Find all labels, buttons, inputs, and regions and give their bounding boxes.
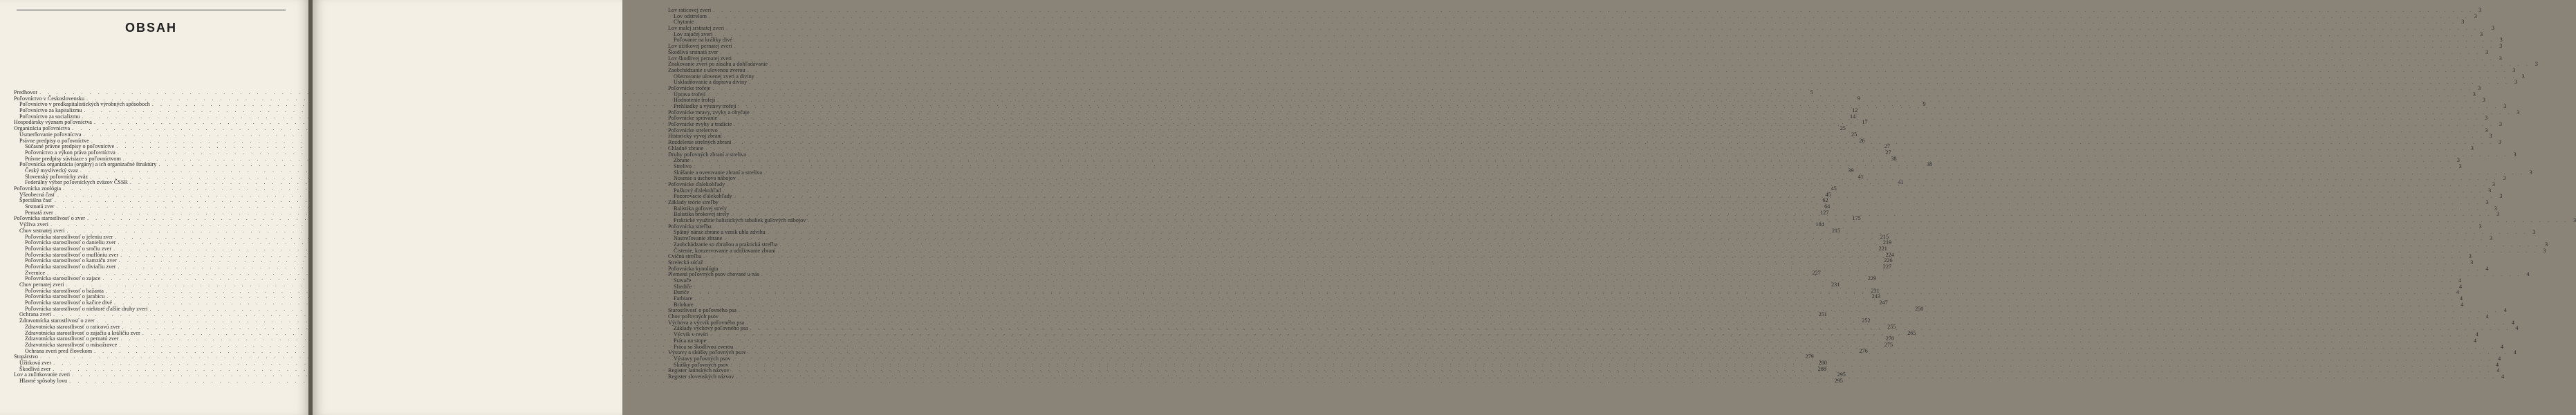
toc-entry-page: 3 (2503, 103, 2507, 109)
toc-entry-page: 3 (2456, 157, 2460, 164)
toc-entry-page: 275 (1884, 341, 1893, 348)
toc-entry-title: Organizácia poľovníctva (14, 125, 71, 132)
toc-entry-page: 3 (2512, 66, 2516, 73)
toc-entry-page: 41 (1857, 173, 1864, 180)
toc-entry-page: 3 (2496, 211, 2500, 218)
toc-entry-title: Poľovnícka starostlivosť o zver (14, 215, 86, 222)
toc-entry-page: 3 (2478, 223, 2482, 230)
toc-entry-title: Zbrane (674, 157, 690, 164)
toc-entry-title: Poľovnícka starostlivosť o kačice divé (25, 299, 112, 306)
toc-entry-page: 3 (2529, 169, 2532, 176)
toc-entry-page: 252 (1862, 317, 1871, 324)
toc-entry-page: 295 (1834, 378, 1843, 384)
toc-entry-title: Praktické využitie balistických tabuliek guľových nábojov (674, 217, 806, 224)
toc-entry (14, 378, 1843, 385)
toc-entry-title: Hlavné spôsoby lovu (19, 378, 68, 384)
toc-entry-page: 184 (1815, 221, 1824, 228)
toc-entry-page: 27 (1884, 143, 1891, 150)
toc-entry-page: 3 (2545, 241, 2548, 248)
toc-entry-page: 64 (1824, 203, 1831, 210)
toc-entry-title: Poľovnícka starostlivosť o danieliu zver (25, 239, 116, 246)
toc-entry-page: 3 (2494, 205, 2497, 212)
toc-entry-title: Slovenský poľovnícky zväz (25, 173, 89, 180)
toc-entry-title: Český myslivecký svaz (25, 167, 78, 174)
toc-entry-page: 4 (2501, 373, 2505, 380)
toc-entry-page: 4 (2473, 337, 2477, 344)
toc-entry-page: 4 (2515, 325, 2519, 332)
toc-entry-title: Lov škodlivej pernatej zveri (668, 55, 732, 62)
page-title: OBSAH (124, 21, 177, 35)
toc-entry-page: 3 (2474, 12, 2477, 19)
toc-entry-title: Všeobecná časť (19, 191, 55, 198)
toc-entry-page: 25 (1840, 125, 1846, 132)
toc-entry-page: 279 (1805, 353, 1814, 360)
toc-entry-page: 3 (2543, 247, 2546, 254)
toc-entry-title: Zdravotnícka starostlivosť o pernatú zver (25, 335, 119, 342)
toc-entry-page: 3 (2490, 235, 2493, 242)
toc-entry-page: 4 (2503, 307, 2507, 314)
toc-entry-title: Strelivo (674, 163, 692, 169)
toc-entry-page: 27 (1885, 149, 1891, 156)
toc-entry-title: Hospodársky význam poľovníctva (14, 119, 92, 126)
toc-entry-page: 219 (1882, 239, 1892, 246)
toc-entry-page: 3 (2482, 97, 2485, 104)
toc-entry-title: Zdravotnícka starostlivosť o zajačiu a králičiu zver (25, 329, 140, 336)
toc-entry-page: 4 (2496, 367, 2500, 374)
toc-entry-title: Lov úžitkovej pernatej zveri (668, 43, 732, 50)
toc-entry-title: Súčasné právne predpisy o poľovníctve (25, 143, 115, 150)
toc-entry-page: 4 (2500, 343, 2503, 350)
toc-entry-page: 3 (2514, 79, 2517, 86)
toc-entry-page: 3 (2480, 30, 2483, 37)
toc-entry-page: 227 (1882, 263, 1892, 270)
toc-entry-title: Starostlivosť o poľovného psa (668, 307, 736, 314)
toc-entry-page: 62 (1822, 197, 1828, 204)
toc-entry-title: Lov malej srstnatej zveri (668, 25, 725, 32)
toc-entry-title: Poľovníctvo za socializmu (19, 113, 80, 120)
toc-entry-page: 3 (2499, 43, 2503, 50)
toc-entry-page: 3 (2513, 151, 2517, 158)
toc-entry-page: 255 (1887, 323, 1896, 330)
toc-entry-page: 3 (2489, 133, 2492, 140)
toc-entry-page: 38 (1926, 161, 1933, 168)
toc-entry-page: 3 (2470, 259, 2474, 266)
toc-entry-page: 3 (2485, 127, 2488, 133)
toc-entry-title: Poľovníctvo za kapitalizmu (19, 107, 82, 114)
toc-entry-page: 226 (1884, 257, 1893, 264)
toc-entry-title: Plemená poľovných psov chované u nás (668, 271, 759, 278)
toc-entry-page: 4 (2475, 331, 2478, 338)
toc-entry-title: Ochrana zveri (19, 311, 52, 318)
toc-entry-title: Právne predpisy o poľovníctve (19, 137, 89, 144)
toc-entry-page: 3 (2488, 187, 2492, 194)
toc-entry-page: 3 (2472, 91, 2476, 98)
toc-entry-title: Uskladňovanie a doprava diviny (674, 79, 748, 86)
toc-entry-title: Prehliadky a výstavy trofejí (674, 103, 736, 109)
toc-entry-title: Ošetrovanie ulovenej zveri a diviny (674, 73, 754, 80)
toc-entry-title: Poľovníctvo a výkon práva poľovníctva (25, 149, 115, 156)
toc-entry-title: Lov zajačej zveri (674, 30, 713, 37)
toc-entry-page: 14 (1850, 113, 1856, 120)
toc-entry-title: Lov odstrelom (674, 12, 707, 19)
toc-entry-page: 243 (1871, 293, 1881, 300)
toc-entry-page: 4 (2526, 271, 2530, 278)
toc-entry-page: 227 (1812, 269, 1821, 276)
toc-entry-title: Poľovnícka kynológia (668, 265, 719, 272)
toc-entry-title: Register slovenských názvov (668, 373, 734, 380)
toc-entry-title: Balistika brokovej strely (674, 211, 730, 218)
toc-entry-title: Spätný náraz zbrane a vznik uhla zdvihu (674, 229, 766, 236)
toc-entry-title: Zvernice (25, 269, 46, 276)
toc-entry-page: 3 (2499, 55, 2502, 62)
toc-entry-title: Strelecká súťaž (668, 259, 703, 266)
toc-entry-title: Sliediče (674, 283, 692, 290)
toc-entry-title: Výstavy poľovných psov (674, 355, 731, 362)
toc-entry-page: 17 (1862, 119, 1868, 126)
toc-entry-page: 3 (2573, 217, 2576, 224)
toc-entry-title: Právne predpisy súvisiace s poľovníctvom (25, 155, 121, 162)
toc-entry-page: 4 (2459, 283, 2463, 290)
toc-entry-page: 4 (2513, 349, 2517, 356)
toc-entry-page: 3 (2521, 73, 2525, 80)
toc-entry-title: Lov raticovej zveri (668, 7, 712, 13)
toc-entry-title: Lov a zužitkovanie zveri (14, 371, 71, 378)
toc-entry-title: Puškový ďalekohľad (674, 187, 721, 194)
toc-entry-page: 4 (2511, 319, 2514, 326)
toc-entry-title: Poľovnícka starostlivosť o niektoré ďalšie druhy zveri (25, 305, 148, 312)
toc-entry-page: 3 (2458, 163, 2462, 169)
toc-entry-title: Stavače (674, 277, 692, 284)
toc-entry-page: 3 (2484, 115, 2488, 122)
toc-entry-title: Chladné zbrane (668, 145, 704, 151)
toc-entry-page: 4 (2458, 277, 2462, 284)
toc-entry-title: Nastreľovanie zbrane (674, 235, 723, 242)
toc-entry-title: Poľovnícka starostlivosť o jarabicu (25, 293, 105, 300)
toc-entry-title: Práca na stope (674, 337, 707, 344)
toc-entry-page: 280 (1818, 359, 1827, 366)
toc-entry-title: Stopárstvo (14, 353, 39, 360)
toc-entry-page: 231 (1871, 287, 1880, 294)
toc-entry-title: Srstnatá zver (25, 203, 55, 210)
toc-entry-title: Zdravotnícka starostlivosť o mäsožravce (25, 341, 118, 348)
toc-entry-page: 3 (2517, 109, 2520, 116)
toc-entry-title: Skúšanie a overovanie zbraní a streliva (674, 169, 762, 176)
toc-entry-page: 45 (1825, 191, 1831, 198)
toc-entry-page: 175 (1852, 215, 1861, 222)
toc-entry-title: Farbiare (674, 295, 693, 302)
toc-entry-page: 3 (2499, 37, 2503, 44)
toc-entry-title: Duriče (674, 289, 689, 296)
toc-entry-title: Federálny výbor poľovníckych zväzov ČSSR (25, 179, 128, 186)
toc-entry-title: Skúšky poľovných psov (674, 361, 729, 368)
toc-entry-title: Balistika guľovej strely (674, 205, 728, 212)
toc-entry-page: 4 (2459, 295, 2463, 302)
toc-entry-title: Chov poľovných psov (668, 313, 719, 320)
toc-entry-title: Škodlivá srstnatá zver (668, 48, 719, 55)
toc-entry-page: 3 (2485, 48, 2489, 55)
toc-entry-title: Zdravotnícka starostlivosť o raticovú zver (25, 323, 120, 330)
toc-entry-title: Škodlivá zver (19, 365, 51, 372)
toc-entry-page: 127 (1820, 209, 1829, 216)
toc-entry-title: Poľovnícke správanie (668, 115, 718, 122)
toc-entry-page: 3 (2499, 139, 2502, 146)
dot-leader (736, 371, 2497, 380)
toc-entry-page: 265 (1907, 329, 1916, 336)
toc-entry-page: 3 (2499, 121, 2502, 128)
toc-entry-title: Poľovnícka starostlivosť o muflóniu zver (25, 251, 119, 258)
toc-entry-title: Poľovnícke zvyky a tradície (668, 121, 732, 128)
toc-entry-title: Základy výchovy poľovného psa (674, 325, 748, 332)
toc-entry-title: Pozorovacie ďalekohľady (674, 193, 732, 200)
toc-entry-page: 215 (1831, 227, 1841, 234)
toc-entry-title: Zdravotnícka starostlivosť o zver (19, 317, 95, 324)
toc-entry-title: Výcvik v revíri (674, 331, 709, 338)
toc-entry-title: Rozdelenie strelných zbraní (668, 139, 732, 146)
toc-entry-page: 295 (1837, 371, 1846, 378)
toc-entry-title: Nosenie a úschova nábojov (674, 175, 736, 182)
toc-entry-title: Pernatá zver (25, 209, 53, 216)
toc-entry-title: Špeciálna časť (19, 197, 53, 204)
toc-entry-page: 229 (1867, 275, 1877, 282)
toc-entry-page: 38 (1891, 155, 1897, 162)
toc-entry-title: Poľovnícka starostlivosť o kamziču zver (25, 257, 117, 264)
toc-entry-title: Ochrana zveri pred človekom (25, 347, 93, 354)
toc-entry-title: Výchova a výcvik poľovného psa (668, 319, 745, 326)
toc-entry-title: Chov pernatej zveri (19, 282, 64, 288)
toc-entry-page: 3 (2532, 229, 2536, 236)
toc-entry-page: 288 (1817, 365, 1826, 372)
toc-entry-title: Poľovnícke trofeje (668, 84, 711, 91)
toc-entry-title: Poľovanie na králiky divé (674, 37, 732, 44)
toc-entry-page: 247 (1879, 299, 1888, 306)
toc-entry-title: Hodnotenie trofejí (674, 97, 716, 104)
toc-entry-page: 3 (2478, 7, 2482, 13)
toc-entry-page: 215 (1880, 233, 1889, 240)
toc-entry-title: Čistenie, konzervovanie a udržiavanie zbraní (674, 247, 776, 254)
toc-entry-title: Druhy poľovných zbraní a streliva (668, 151, 746, 158)
toc-entry-page: 45 (1831, 185, 1837, 192)
toc-entry-page: 4 (2498, 355, 2501, 362)
toc-entry-page: 5 (1810, 89, 1813, 95)
toc-entry-page: 3 (2485, 199, 2489, 205)
toc-entry-page: 4 (2485, 265, 2489, 272)
toc-entry-page: 4 (2495, 361, 2499, 368)
toc-entry-title: Poľovnícke strelectvo (668, 127, 718, 133)
toc-entry-page: 3 (2477, 84, 2481, 91)
toc-entry-title: Poľovnícke ďalekohľady (668, 181, 725, 187)
toc-entry-title: Výstavy a skúšky poľovných psov (668, 349, 746, 356)
toc-entry-title: Poľovnícka streľba (668, 223, 712, 230)
toc-entry-page: 3 (2468, 253, 2472, 260)
toc-entry-title: Historický vývoj zbraní (668, 133, 722, 140)
toc-entry-page: 4 (2461, 301, 2464, 308)
toc-entry-title: Poľovnícka starostlivosť o diviačiu zver (25, 263, 116, 270)
toc-entry-page: 9 (1922, 101, 1926, 108)
toc-entry-page: 3 (2535, 61, 2538, 68)
toc-entry-page: 9 (1857, 95, 1860, 102)
toc-entry-title: Zaobchádzanie so zbraňou a praktická streľba (674, 241, 778, 248)
toc-entry-page: 270 (1885, 335, 1895, 342)
toc-entry-page: 3 (2470, 145, 2474, 151)
toc-entry-page: 3 (2503, 175, 2506, 182)
toc-entry-page: 221 (1878, 245, 1887, 252)
toc-entry-title: Úprava trofejí (674, 91, 706, 98)
toc-entry-title: Poľovnícke mravy, zvyky a obyčaje (668, 109, 750, 116)
toc-entry-page: 26 (1859, 137, 1865, 144)
toc-entry-page: 4 (2456, 289, 2460, 296)
toc-entry-page: 3 (2499, 193, 2503, 200)
toc-entry-title: Chov srstnatej zveri (19, 227, 65, 234)
toc-entry-title: Usmerňovanie poľovníctva (19, 131, 82, 138)
toc-entry-title: Poľovníctvo v predkapitalistických výrobných spôsoboch (19, 101, 150, 108)
toc-entry-page: 3 (2461, 19, 2465, 26)
toc-entry-title: Predhovor (14, 89, 38, 95)
toc-entry-page: 250 (1915, 305, 1924, 312)
toc-entry-page: 25 (1851, 131, 1857, 138)
toc-entry-page: 39 (1848, 167, 1854, 174)
toc-entry-page: 4 (2485, 313, 2489, 320)
toc-entry-title: Práca so škodlivou zverou (674, 343, 734, 350)
toc-entry-title: Znakovanie zveri po zásahu a dohľadávanie (668, 61, 768, 68)
toc-entry-page: 3 (2491, 25, 2494, 32)
toc-entry-title: Poľovnícka organizácia (orgány) a ich organizačné štruktúry (19, 161, 157, 168)
toc-entry-title: Poľovnícka starostlivosť o zajace (25, 275, 101, 282)
toc-entry-title: Základy teórie streľby (668, 199, 719, 205)
toc-entry-title: Výživa zveri (19, 221, 49, 228)
toc-entry-title: Poľovnícka zoológia (14, 185, 62, 192)
toc-entry-page: 12 (1852, 107, 1858, 114)
toc-entry-page: 231 (1831, 282, 1840, 288)
toc-entry-page: 41 (1898, 179, 1904, 186)
toc-entry-title: Brlohare (674, 301, 694, 308)
toc-entry-title: Poľovníctvo v Československu (14, 95, 85, 102)
toc-entry-title: Poľovnícka starostlivosť o bažanta (25, 287, 104, 294)
toc-entry-title: Poľovnícka starostlivosť o jeleniu zver (25, 233, 113, 240)
toc-entry-title: Chytanie (674, 19, 694, 26)
toc-entry-title: Úžitková zver (19, 359, 52, 366)
toc-entry-page: 224 (1885, 251, 1894, 258)
toc-entry-title: Cvičná streľba (668, 253, 702, 260)
toc-entry-title: Register latinských názvov (668, 367, 730, 374)
toc-entry-title: Zaobchádzanie s ulovenou zverou (668, 66, 745, 73)
toc-entry-page: 251 (1818, 311, 1827, 318)
toc-entry-page: 276 (1859, 347, 1868, 354)
toc-entry-title: Poľovnícka starostlivosť o srnčiu zver (25, 245, 112, 252)
toc-entry-page: 3 (2492, 181, 2495, 187)
